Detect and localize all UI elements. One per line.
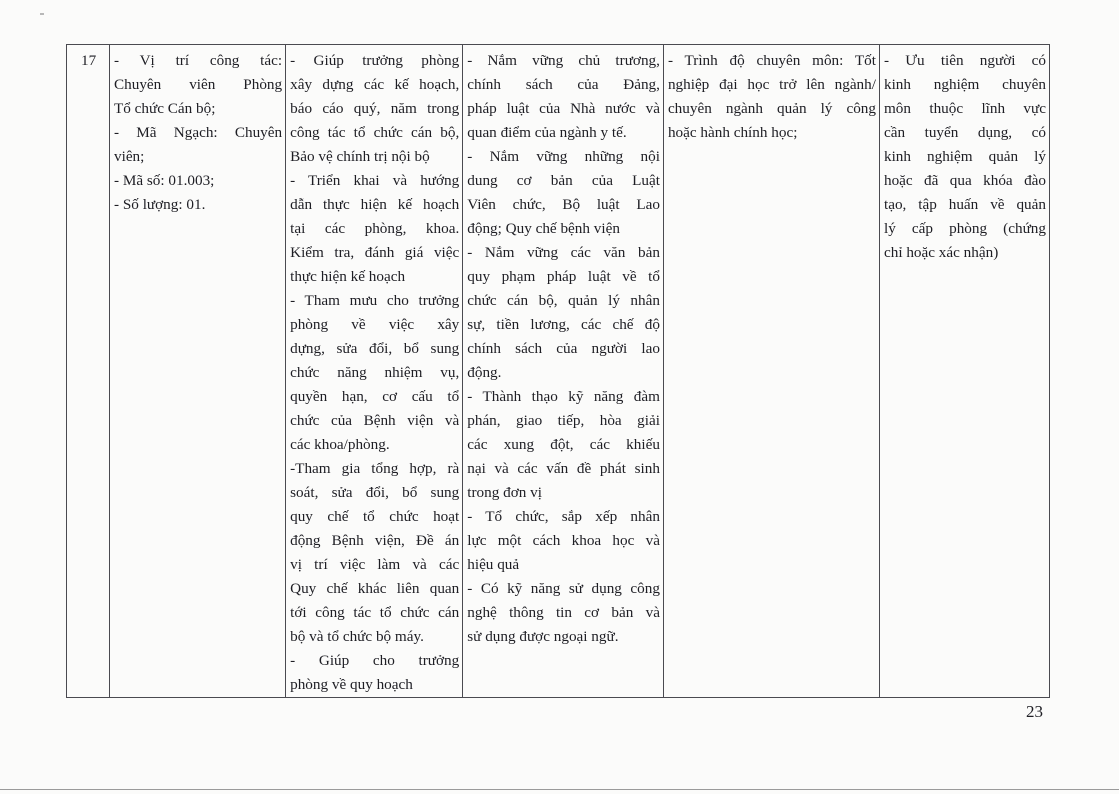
cell-line: Tổ chức Cán bộ; [114, 100, 216, 117]
cell-line: chính sách của Đảng, [467, 76, 660, 93]
cell-line: chỉ hoặc xác nhận) [883, 244, 999, 261]
cell-line: các khoa/phòng. [290, 436, 390, 453]
cell-line: bộ và tổ chức bộ máy. [290, 628, 424, 645]
cell-line: sử dụng được ngoại ngữ. [467, 628, 619, 645]
cell-line: động; Quy chế bệnh viện [467, 220, 620, 237]
cell-line: động Bệnh viện, Đề án [290, 532, 460, 549]
cell-line: Viên chức, Bộ luật Lao [467, 196, 660, 213]
cell-line: vị trí việc làm và các [290, 556, 460, 573]
cell-line: quyền hạn, cơ cấu tổ [290, 388, 460, 405]
cell-line: thực hiện kế hoạch [290, 268, 406, 285]
cell-line: - Giúp cho trưởng [290, 652, 460, 669]
cell-line: kinh nghiệm quản lý [883, 148, 1046, 165]
cell-line: hoặc hành chính học; [667, 124, 798, 141]
cell-line: tại các phòng, khoa. [290, 220, 460, 237]
cell-line: - Tổ chức, sắp xếp nhân [467, 508, 660, 525]
cell-line: chuyên ngành quản lý công [667, 100, 876, 117]
page-number: 23 [1026, 702, 1043, 721]
knowledge-cell [463, 45, 664, 698]
qualification-cell [663, 45, 879, 698]
cell-line: - Triển khai và hướng [290, 172, 460, 189]
tasks-cell [286, 45, 463, 698]
priority-cell [879, 45, 1049, 698]
cell-line: phòng về việc xây [290, 316, 460, 333]
cell-line: phòng về quy hoạch [290, 676, 413, 693]
cell-line: chức của Bệnh viện và [290, 412, 460, 429]
cell-line: động. [467, 364, 502, 381]
cell-line: công tác tổ chức cán bộ, [290, 124, 460, 141]
cell-line: - Tham mưu cho trưởng [290, 292, 460, 309]
cell-line: - Giúp trưởng phòng [290, 52, 460, 69]
cell-line: hiệu quả [467, 556, 520, 573]
cell-line: - Có kỹ năng sử dụng công [467, 580, 660, 597]
cell-line: chức cán bộ, quản lý nhân [467, 292, 660, 309]
cell-line: chính sách của người lao [467, 340, 660, 357]
cell-line: Kiểm tra, đánh giá việc [290, 244, 460, 261]
cell-line: xây dựng các kế hoạch, [290, 76, 460, 93]
cell-line: dẫn thực hiện kế hoạch [290, 196, 460, 213]
table-row [67, 45, 1050, 698]
cell-line: tới công tác tổ chức cán [290, 604, 460, 621]
cell-line: hoặc đã qua khóa đào [883, 172, 1046, 189]
cell-line: nghệ thông tin cơ bản và [467, 604, 660, 621]
cell-line: lực một cách khoa học và [467, 532, 660, 549]
cell-line: quy chế tổ chức hoạt [290, 508, 460, 525]
cell-line: - Nắm vững những nội [467, 148, 660, 165]
cell-line: cần tuyển dụng, có [883, 124, 1046, 141]
cell-line: quy phạm pháp luật về tổ [467, 268, 660, 285]
cell-line: báo cáo quý, năm trong [290, 100, 460, 117]
cell-line: Bảo vệ chính trị nội bộ [290, 148, 430, 165]
cell-line: - Trình độ chuyên môn: Tốt [667, 52, 876, 69]
cell-line: kinh nghiệm chuyên [883, 76, 1046, 93]
job-requirements-table [66, 44, 1050, 698]
cell-line: phán, giao tiếp, hòa giải [467, 412, 660, 429]
cell-line: - Vị trí công tác: [114, 52, 283, 69]
cell-line: -Tham gia tổng hợp, rà [290, 460, 460, 477]
cell-line: tạo, tập huấn về quản [883, 196, 1046, 213]
cell-line: quan điểm của ngành y tế. [467, 124, 627, 141]
cell-line: - Ưu tiên người có [883, 52, 1046, 69]
cell-line: dung cơ bản của Luật [467, 172, 660, 189]
cell-line: lý cấp phòng (chứng [883, 220, 1046, 237]
cell-line: - Thành thạo kỹ năng đàm [467, 388, 660, 405]
cell-line: chức năng nhiệm vụ, [290, 364, 460, 381]
cell-line: pháp luật của Nhà nước và [467, 100, 660, 117]
bottom-rule [0, 789, 1119, 790]
cell-line: môn thuộc lĩnh vực [883, 100, 1046, 117]
cell-line: trong đơn vị [467, 484, 542, 501]
cell-line: - Mã số: 01.003; [114, 172, 215, 189]
row-number: 17 [67, 45, 110, 698]
cell-line: nghiệp đại học trở lên ngành/ [667, 76, 876, 93]
cell-line: viên; [114, 148, 145, 165]
scan-mark [40, 13, 44, 15]
position-cell [110, 45, 286, 698]
cell-line: - Nắm vững chủ trương, [467, 52, 660, 69]
cell-line: nại và các vấn đề phát sinh [467, 460, 660, 477]
cell-line: Chuyên viên Phòng [114, 76, 283, 93]
cell-line: - Số lượng: 01. [114, 196, 206, 213]
cell-line: dựng, sửa đổi, bổ sung [290, 340, 460, 357]
cell-line: soát, sửa đổi, bổ sung [290, 484, 460, 501]
cell-line: các xung đột, các khiếu [467, 436, 660, 453]
cell-line: - Nắm vững các văn bản [467, 244, 660, 261]
cell-line: sự, tiền lương, các chế độ [467, 316, 660, 333]
cell-line: - Mã Ngạch: Chuyên [114, 124, 283, 141]
cell-line: Quy chế khác liên quan [290, 580, 460, 597]
